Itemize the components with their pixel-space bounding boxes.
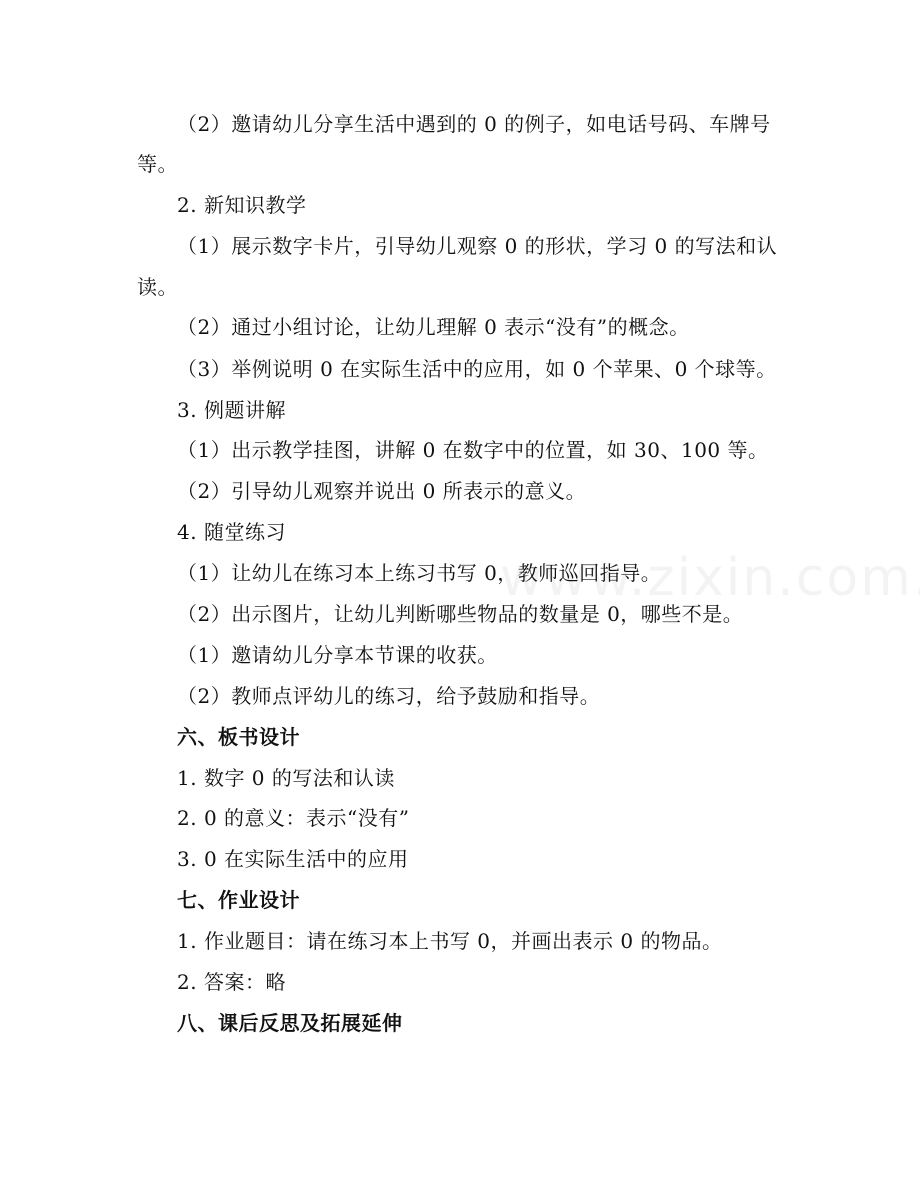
section-item-title: 4. 随堂练习 <box>177 520 286 544</box>
paragraph-line: （1）邀请幼儿分享本节课的收获。 <box>177 643 498 667</box>
paragraph-line: （1）展示数字卡片，引导幼儿观察 0 的形状，学习 0 的写法和认 <box>177 234 778 258</box>
paragraph-line: 3. 0 在实际生活中的应用 <box>177 847 409 871</box>
paragraph-line: 等。 <box>137 152 178 176</box>
paragraph-line: （2）通过小组讨论，让幼儿理解 0 表示“没有”的概念。 <box>177 315 690 339</box>
paragraph-line: （2）教师点评幼儿的练习，给予鼓励和指导。 <box>177 684 601 708</box>
paragraph-line: （3）举例说明 0 在实际生活中的应用，如 0 个苹果、0 个球等。 <box>177 357 777 381</box>
paragraph-line: （2）邀请幼儿分享生活中遇到的 0 的例子，如电话号码、车牌号 <box>177 112 771 136</box>
section-heading: 六、板书设计 <box>177 725 300 749</box>
paragraph-line: （1）让幼儿在练习本上练习书写 0，教师巡回指导。 <box>177 561 662 585</box>
paragraph-line: 2. 答案：略 <box>177 970 286 994</box>
paragraph-line: 1. 作业题目：请在练习本上书写 0，并画出表示 0 的物品。 <box>177 929 723 953</box>
section-item-title: 3. 例题讲解 <box>177 398 286 422</box>
paragraph-line: 2. 0 的意义：表示“没有” <box>177 806 410 830</box>
paragraph-line: （1）出示教学挂图，讲解 0 在数字中的位置，如 30、100 等。 <box>177 438 769 462</box>
section-heading: 七、作业设计 <box>177 888 300 912</box>
section-item-title: 2. 新知识教学 <box>177 193 307 217</box>
paragraph-line: 读。 <box>137 275 178 299</box>
paragraph-line: （2）出示图片，让幼儿判断哪些物品的数量是 0，哪些不是。 <box>177 602 744 626</box>
section-heading: 八、课后反思及拓展延伸 <box>177 1011 403 1035</box>
paragraph-line: （2）引导幼儿观察并说出 0 所表示的意义。 <box>177 479 587 503</box>
paragraph-line: 1. 数字 0 的写法和认读 <box>177 766 395 790</box>
